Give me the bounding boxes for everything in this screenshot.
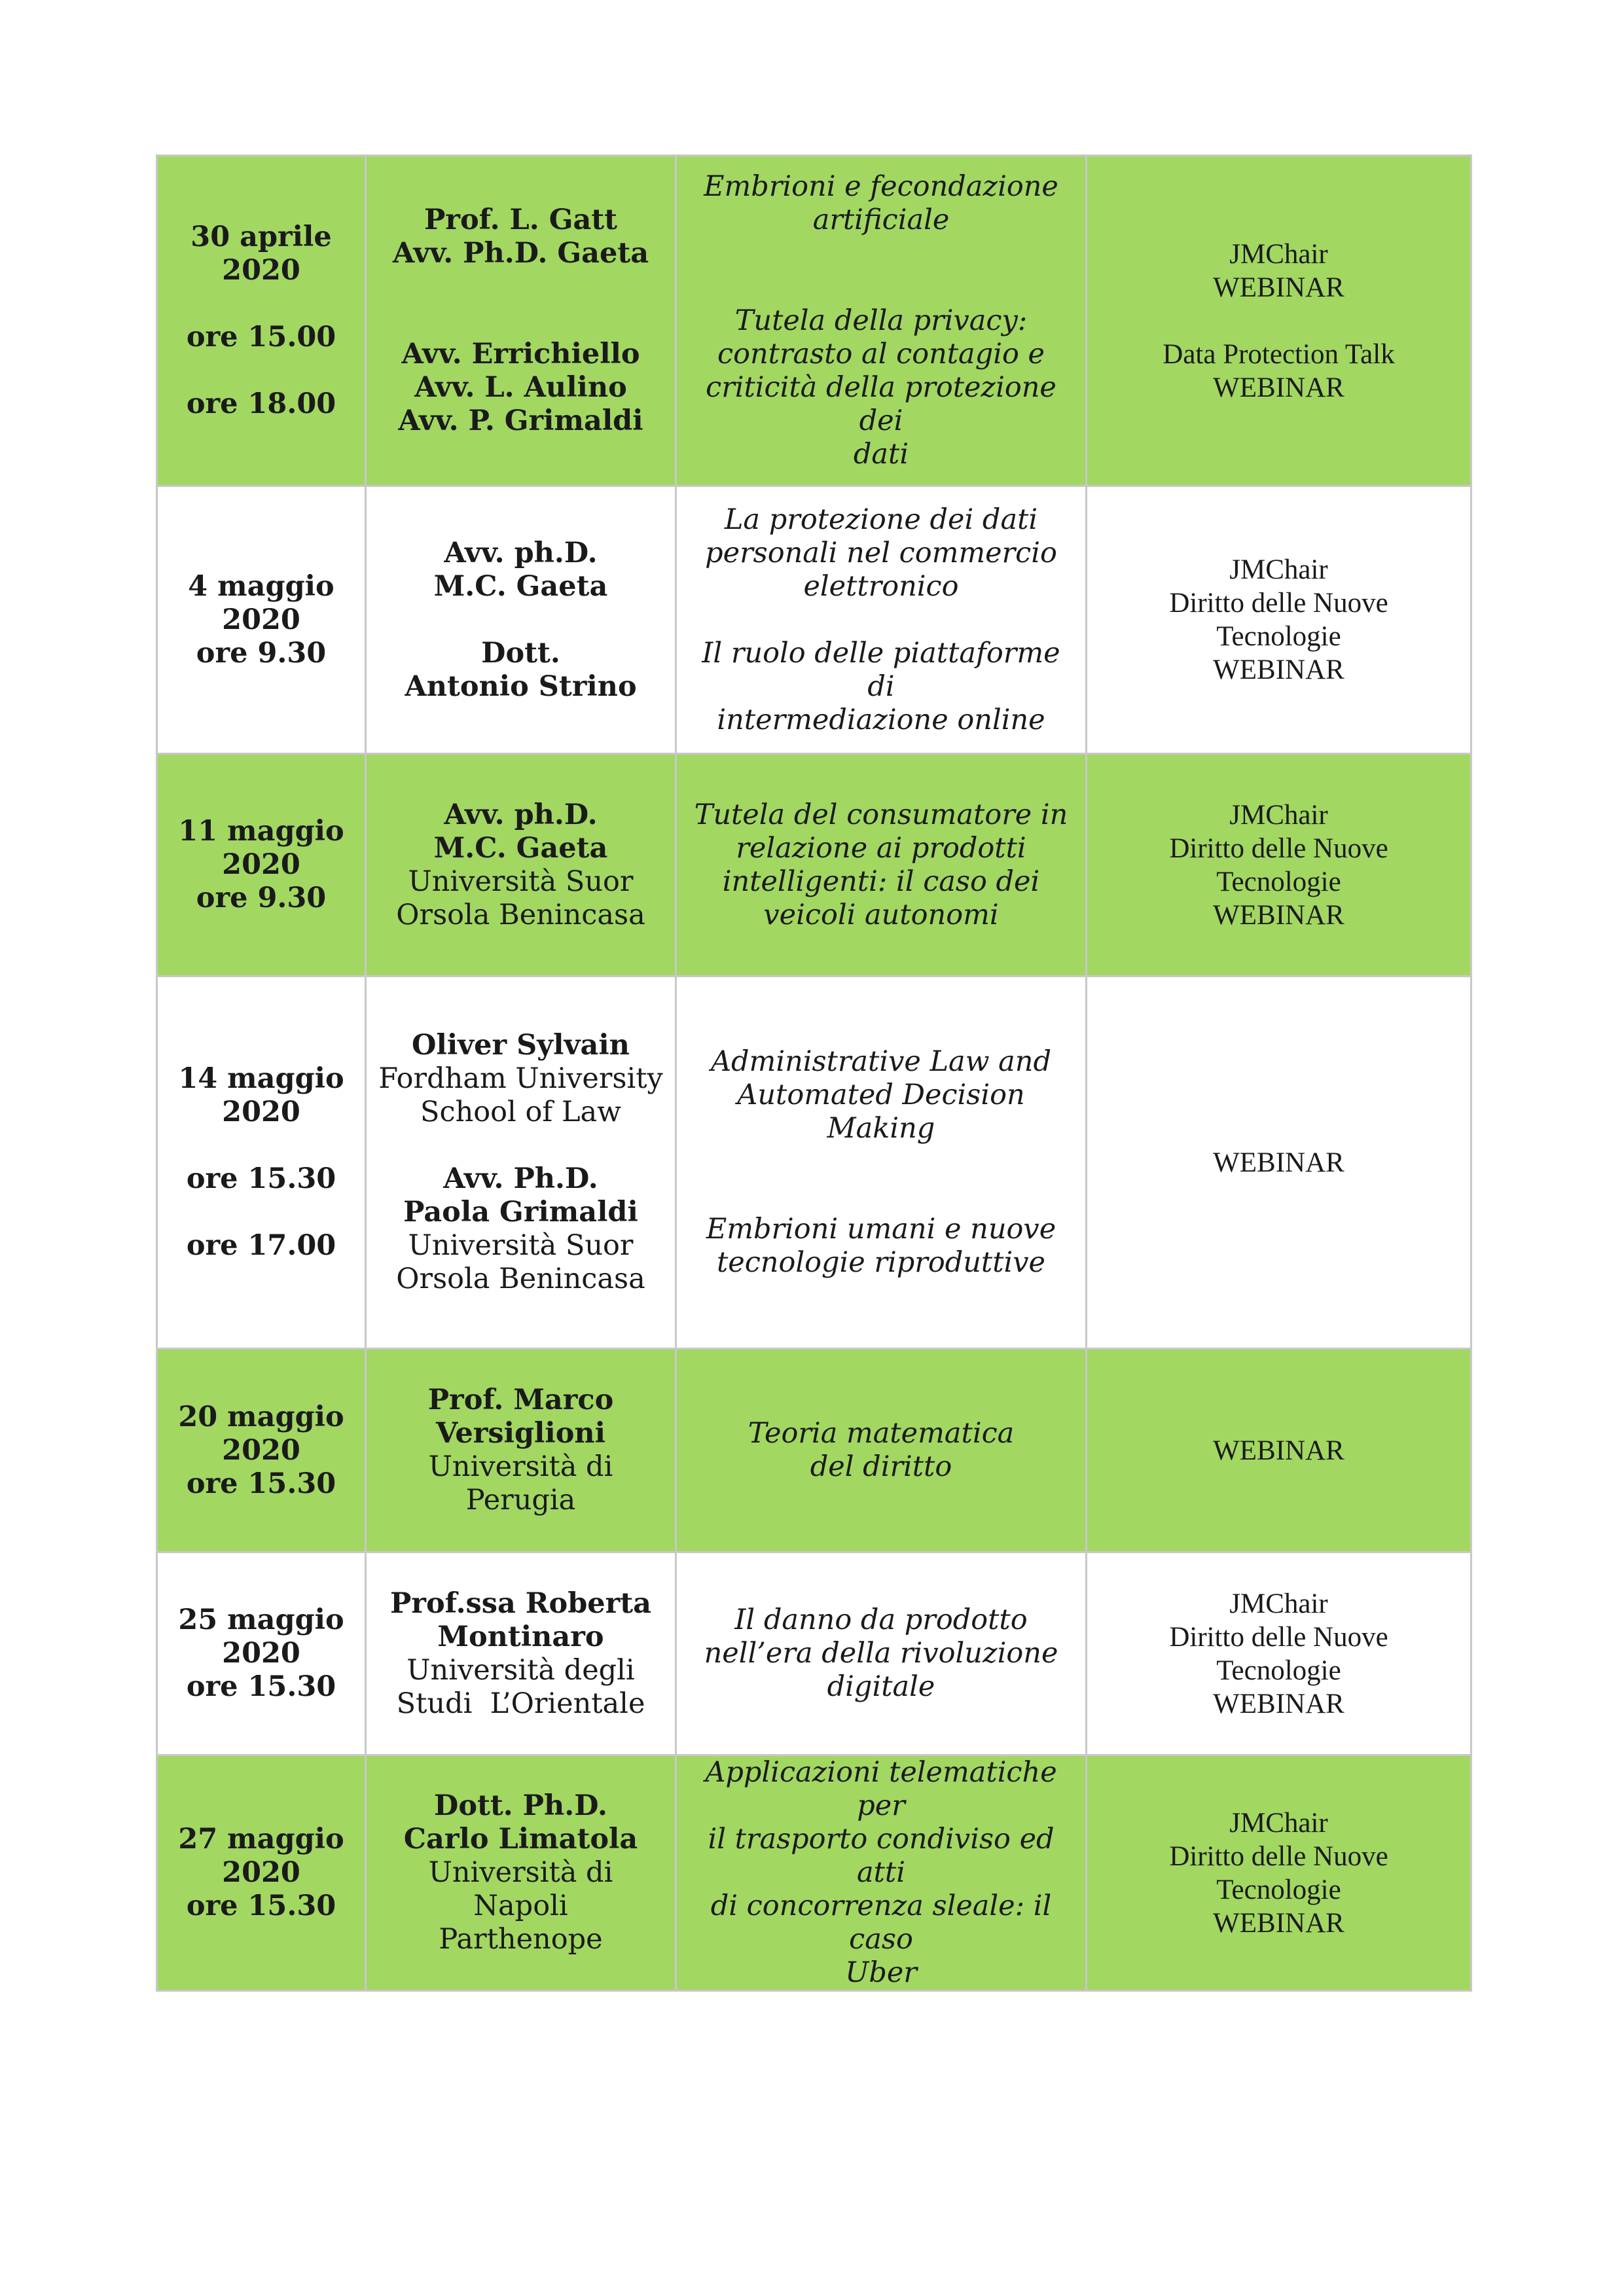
topic-line: criticità della protezione dei	[706, 371, 1056, 437]
speaker-affiliation: Orsola Benincasa	[396, 1263, 645, 1295]
speaker-name: Avv. ph.D.	[444, 536, 598, 569]
speaker-cell	[366, 977, 676, 1349]
venue-cell	[1087, 1552, 1471, 1755]
topic-line: Il ruolo delle piattaforme di	[702, 636, 1060, 703]
date-label: 4 maggio	[188, 569, 334, 603]
date-label: 20 maggio	[178, 1400, 344, 1433]
speaker-name: Carlo Limatola	[403, 1823, 638, 1856]
speaker-name: Dott. Ph.D.	[434, 1789, 607, 1822]
speaker-name: Avv. Errichiello	[401, 338, 640, 370]
date-label: 14 maggio	[178, 1062, 344, 1095]
date-label: 30 aprile	[190, 221, 332, 253]
topic-line: artificiale	[812, 204, 950, 236]
venue-line: Data Protection Talk	[1163, 338, 1395, 370]
speaker-cell	[366, 1755, 676, 1991]
speaker-name: Avv. P. Grimaldi	[398, 404, 643, 437]
topic-line: Teoria matematica	[748, 1417, 1015, 1450]
topic-line: Applicazioni telematiche per	[705, 1756, 1057, 1822]
speaker-name: Versiglioni	[436, 1417, 605, 1450]
date-label: 27 maggio	[178, 1823, 344, 1856]
table-row	[157, 1755, 1471, 1991]
venue-line: Tecnologie	[1216, 866, 1341, 897]
venue-cell	[1087, 1755, 1471, 1991]
speaker-cell	[366, 1349, 676, 1552]
topic-line: Automated Decision	[737, 1079, 1025, 1111]
time-label: ore 17.00	[186, 1229, 336, 1262]
topic-cell	[676, 486, 1087, 754]
topic-line: digitale	[827, 1670, 935, 1703]
speaker-cell	[366, 1552, 676, 1755]
venue-line: JMChair	[1229, 238, 1328, 270]
year-label: 2020	[222, 848, 300, 881]
speaker-name: Prof. Marco	[427, 1384, 614, 1416]
venue-line: Diritto delle Nuove	[1169, 1621, 1388, 1653]
topic-line: veicoli autonomi	[763, 898, 999, 931]
venue-line: WEBINAR	[1213, 1907, 1344, 1939]
topic-line: Uber	[845, 1956, 917, 1989]
date-cell	[157, 1755, 366, 1991]
topic-line: personali nel commercio	[705, 536, 1057, 569]
time-label: ore 9.30	[196, 882, 327, 914]
speaker-affiliation: Università di Napoli	[428, 1856, 613, 1922]
topic-line: Embrioni umani e nuove	[706, 1213, 1056, 1246]
speaker-affiliation: School of Law	[420, 1096, 621, 1128]
year-label: 2020	[222, 1637, 300, 1670]
speaker-name: Avv. L. Aulino	[414, 371, 627, 404]
table-row	[157, 486, 1471, 754]
topic-line: intelligenti: il caso dei	[722, 865, 1040, 898]
time-label: ore 15.30	[186, 1467, 336, 1500]
topic-line: intermediazione online	[717, 703, 1045, 736]
table-row	[157, 754, 1471, 977]
venue-line: WEBINAR	[1213, 655, 1344, 685]
topic-cell	[676, 1552, 1087, 1755]
venue-cell	[1087, 1349, 1471, 1552]
venue-line: Diritto delle Nuove	[1169, 588, 1388, 619]
topic-line: Il danno da prodotto	[734, 1604, 1028, 1636]
venue-line: WEBINAR	[1213, 899, 1344, 931]
year-label: 2020	[222, 1856, 300, 1889]
table-row	[157, 156, 1471, 486]
topic-cell	[676, 156, 1087, 486]
speaker-affiliation: Orsola Benincasa	[396, 898, 645, 931]
speaker-name: Dott.	[481, 636, 560, 670]
topic-line: Administrative Law and	[710, 1045, 1052, 1078]
time-label: ore 15.30	[186, 1670, 336, 1703]
time-label: ore 9.30	[196, 636, 327, 670]
topic-cell	[676, 1755, 1087, 1991]
venue-line: WEBINAR	[1213, 1688, 1344, 1719]
venue-line: Tecnologie	[1216, 1874, 1341, 1905]
speaker-name: Montinaro	[437, 1620, 604, 1653]
speaker-name: Prof. L. Gatt	[424, 204, 618, 236]
topic-line: contrasto al contagio e	[717, 338, 1045, 370]
speaker-cell	[366, 156, 676, 486]
speaker-affiliation: Università degli	[406, 1653, 635, 1687]
time-label: ore 15.00	[186, 321, 336, 353]
venue-line: Diritto delle Nuove	[1169, 1840, 1388, 1872]
time-label: ore 15.30	[186, 1890, 336, 1922]
topic-cell	[676, 754, 1087, 977]
topic-line: Embrioni e fecondazione	[704, 170, 1058, 203]
speaker-cell	[366, 754, 676, 977]
topic-line: tecnologie riproduttive	[717, 1246, 1045, 1279]
topic-line: Tutela della privacy:	[734, 304, 1028, 337]
table-row	[157, 1552, 1471, 1755]
date-cell	[157, 977, 366, 1349]
speaker-affiliation: Università Suor	[408, 1229, 634, 1262]
speaker-name: M.C. Gaeta	[433, 569, 608, 603]
topic-cell	[676, 977, 1087, 1349]
venue-line: Tecnologie	[1216, 1655, 1341, 1686]
speaker-affiliation: Fordham University	[378, 1062, 663, 1095]
topic-line: nell’era della rivoluzione	[704, 1637, 1058, 1670]
topic-line: Tutela del consumatore in	[694, 798, 1068, 831]
venue-line: JMChair	[1229, 1588, 1328, 1619]
venue-line: WEBINAR	[1213, 272, 1344, 303]
venue-line: JMChair	[1229, 799, 1328, 831]
date-cell	[157, 486, 366, 754]
schedule-table	[156, 154, 1472, 1992]
speaker-name: Oliver Sylvain	[412, 1029, 630, 1062]
speaker-name: Avv. Ph.D.	[443, 1162, 598, 1195]
topic-line: relazione ai prodotti	[736, 831, 1026, 865]
year-label: 2020	[222, 1433, 300, 1467]
speaker-affiliation: Studi L’Orientale	[396, 1687, 645, 1720]
year-label: 2020	[222, 1096, 300, 1128]
year-label: 2020	[222, 603, 300, 636]
venue-line: WEBINAR	[1213, 372, 1344, 403]
venue-line: WEBINAR	[1213, 1435, 1344, 1466]
date-cell	[157, 1552, 366, 1755]
topic-line: dati	[853, 438, 909, 471]
speaker-cell	[366, 486, 676, 754]
speaker-affiliation: Università di	[428, 1450, 613, 1483]
speaker-affiliation: Parthenope	[439, 1923, 603, 1956]
year-label: 2020	[222, 254, 300, 287]
table-row	[157, 977, 1471, 1349]
speaker-name: Avv. Ph.D. Gaeta	[392, 237, 649, 270]
venue-cell	[1087, 977, 1471, 1349]
venue-line: JMChair	[1229, 554, 1328, 585]
venue-line: JMChair	[1229, 1807, 1328, 1839]
venue-line: Diritto delle Nuove	[1169, 833, 1388, 864]
venue-line: WEBINAR	[1213, 1147, 1344, 1178]
speaker-affiliation: Università Suor	[408, 865, 634, 898]
speaker-name: Prof.ssa Roberta	[389, 1587, 652, 1620]
venue-cell	[1087, 486, 1471, 754]
speaker-name: Antonio Strino	[405, 670, 637, 703]
date-cell	[157, 156, 366, 486]
speaker-name: Avv. ph.D.	[444, 798, 598, 831]
topic-line: del diritto	[810, 1450, 952, 1483]
venue-line: Tecnologie	[1216, 621, 1341, 652]
topic-line: elettronico	[803, 569, 959, 603]
date-cell	[157, 754, 366, 977]
speaker-affiliation: Perugia	[465, 1484, 576, 1516]
date-label: 11 maggio	[178, 815, 344, 848]
date-cell	[157, 1349, 366, 1552]
date-label: 25 maggio	[178, 1604, 344, 1636]
venue-cell	[1087, 754, 1471, 977]
topic-line: La protezione dei dati	[724, 503, 1038, 536]
topic-line: Making	[827, 1112, 935, 1145]
topic-cell	[676, 1349, 1087, 1552]
time-label: ore 15.30	[186, 1162, 336, 1195]
time-label: ore 18.00	[186, 387, 336, 420]
topic-line: il trasporto condiviso ed atti	[708, 1823, 1055, 1889]
speaker-name: M.C. Gaeta	[433, 831, 608, 865]
table-row	[157, 1349, 1471, 1552]
speaker-name: Paola Grimaldi	[403, 1196, 638, 1229]
topic-line: di concorrenza sleale: il caso	[710, 1890, 1052, 1956]
venue-cell	[1087, 156, 1471, 486]
